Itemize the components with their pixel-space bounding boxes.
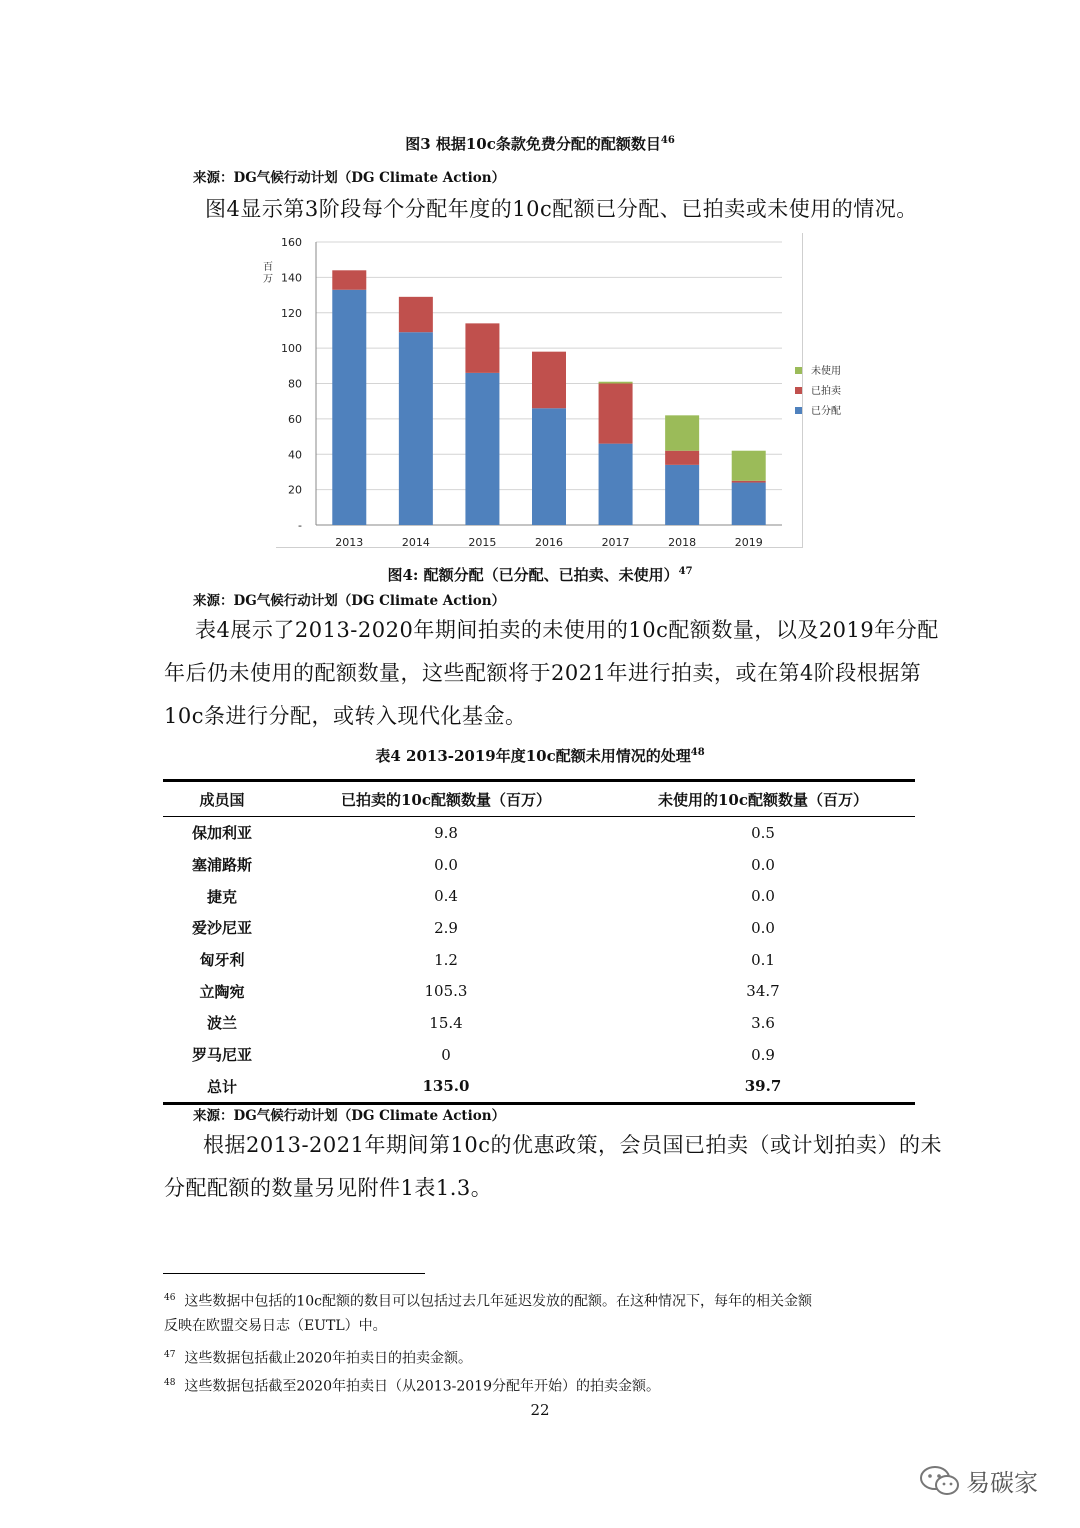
y-tick-label: 100 xyxy=(281,342,302,356)
cell-unused: 0.9 xyxy=(751,1045,775,1064)
bar-segment xyxy=(332,270,366,289)
bar-segment xyxy=(665,465,699,525)
table-header-row xyxy=(163,781,915,817)
source-line-3: 来源：DG气候行动计划（DG Climate Action） xyxy=(193,1108,506,1124)
legend-label: 已分配 xyxy=(811,406,841,417)
cell-total-label: 总计 xyxy=(163,1071,281,1104)
paragraph-3-line-1: 根据2013-2021年期间第10c的优惠政策，会员国已拍卖（或计划拍卖）的未 xyxy=(203,1133,942,1157)
legend-swatch xyxy=(795,387,802,394)
header-unused: 未使用的10c配额数量（百万） xyxy=(611,781,915,817)
cell-country: 塞浦路斯 xyxy=(191,856,252,875)
source-line-1: 来源：DG气候行动计划（DG Climate Action） xyxy=(193,170,506,186)
x-tick-label: 2016 xyxy=(535,536,563,549)
bar-segment xyxy=(532,408,566,525)
bar-segment xyxy=(599,382,633,384)
table-row xyxy=(163,817,915,849)
x-tick-label: 2014 xyxy=(401,536,430,549)
table-row xyxy=(163,912,915,944)
cell-unused: 0.0 xyxy=(751,855,775,874)
table-row xyxy=(163,849,915,881)
cell-country: 立陶宛 xyxy=(199,982,245,1001)
bar-segment xyxy=(665,451,699,465)
source-line-2: 来源：DG气候行动计划（DG Climate Action） xyxy=(193,593,506,609)
cell-auctioned: 1.2 xyxy=(434,950,458,969)
y-tick-label: 40 xyxy=(288,448,302,462)
paragraph-2-line-3: 10c条进行分配，或转入现代化基金。 xyxy=(164,704,527,728)
legend-label: 已拍卖 xyxy=(811,386,841,397)
cell-auctioned: 15.4 xyxy=(429,1013,463,1032)
cell-unused: 0.5 xyxy=(751,823,775,842)
cell-auctioned: 9.8 xyxy=(434,823,458,842)
paragraph-2-line-2: 年后仍未使用的配额数量，这些配额将于2021年进行拍卖，或在第4阶段根据第 xyxy=(164,661,922,685)
x-tick-label: 2017 xyxy=(601,536,630,549)
page-number: 22 xyxy=(530,1401,550,1419)
footnote-47: $^{47}$ 这些数据包括截止2020年拍卖日的拍卖金额。 xyxy=(164,1350,472,1367)
watermark: 易碳家 xyxy=(918,1461,1058,1501)
cell-country: 罗马尼亚 xyxy=(191,1046,252,1065)
y-tick-label: 80 xyxy=(288,377,302,391)
bar-segment xyxy=(599,444,633,525)
cell-auctioned: 0 xyxy=(441,1045,451,1064)
bar-segment xyxy=(399,297,433,332)
footnote-46-cont: 反映在欧盟交易日志（EUTL）中。 xyxy=(164,1318,387,1334)
header-auctioned: 已拍卖的10c配额数量（百万） xyxy=(281,781,611,817)
figure3-caption: 图3 根据10c条款免费分配的配额数目$^{46}$ xyxy=(405,135,675,153)
y-tick-label: 20 xyxy=(288,483,302,497)
y-axis-label: 百 xyxy=(263,262,273,273)
bar-segment xyxy=(465,373,499,525)
paragraph-3-line-2: 分配配额的数量另见附件1表1.3。 xyxy=(164,1176,493,1200)
bar-segment xyxy=(732,481,766,483)
x-tick-label: 2018 xyxy=(668,536,697,549)
table-row xyxy=(163,880,915,912)
y-axis-label: 万 xyxy=(263,274,273,285)
cell-unused: 0.0 xyxy=(751,918,775,937)
cell-total-auctioned: 135.0 xyxy=(281,1071,611,1104)
legend-swatch xyxy=(795,367,802,374)
cell-unused: 0.1 xyxy=(751,950,775,969)
header-country: 成员国 xyxy=(163,781,281,817)
cell-country: 波兰 xyxy=(206,1014,237,1033)
y-tick-label: 120 xyxy=(281,306,302,320)
cell-auctioned: 0.0 xyxy=(434,855,458,874)
footnote-divider xyxy=(163,1273,425,1274)
x-tick-label: 2015 xyxy=(468,536,497,549)
cell-auctioned: 0.4 xyxy=(434,887,458,906)
bar-segment xyxy=(532,352,566,409)
bar-segment xyxy=(599,384,633,444)
data-table xyxy=(163,779,915,1105)
figure4-caption: 图4: 配额分配（已分配、已拍卖、未使用）$^{47}$ xyxy=(387,566,693,584)
table-row xyxy=(163,944,915,976)
table-row xyxy=(163,1039,915,1071)
legend-swatch xyxy=(795,407,802,414)
table-row xyxy=(163,1007,915,1039)
y-tick-label: 160 xyxy=(281,236,302,249)
footnote-46: $^{46}$ 这些数据中包括的10c配额的数目可以包括过去几年延迟发放的配额。在这种情况下，每年的相关金额 xyxy=(164,1293,813,1310)
table-row xyxy=(163,975,915,1007)
bar-segment xyxy=(732,483,766,525)
cell-auctioned: 2.9 xyxy=(434,918,458,937)
cell-country: 匈牙利 xyxy=(199,951,245,970)
cell-unused: 34.7 xyxy=(746,982,780,1001)
footnote-48: $^{48}$ 这些数据包括截至2020年拍卖日（从2013-2019分配年开始）的拍卖金额。 xyxy=(164,1378,660,1395)
table-total-row xyxy=(163,1071,915,1104)
y-tick-label: 60 xyxy=(288,412,302,426)
bar-segment xyxy=(732,451,766,481)
table4-caption: 表4 2013-2019年度10c配额未用情况的处理$^{48}$ xyxy=(375,747,705,765)
cell-unused: 0.0 xyxy=(751,887,775,906)
bar-segment xyxy=(332,290,366,525)
y-tick-label: - xyxy=(298,519,302,532)
stacked-bar-chart xyxy=(250,230,870,560)
cell-country: 保加利亚 xyxy=(191,824,252,843)
y-tick-label: 140 xyxy=(281,271,302,285)
cell-country: 捷克 xyxy=(206,887,237,906)
bar-segment xyxy=(665,415,699,450)
bar-segment xyxy=(465,323,499,373)
x-tick-label: 2019 xyxy=(734,536,763,549)
cell-country: 爱沙尼亚 xyxy=(191,919,252,938)
x-tick-label: 2013 xyxy=(335,536,364,549)
paragraph-2-line-1: 表4展示了2013-2020年期间拍卖的未使用的10c配额数量，以及2019年分配 xyxy=(195,618,939,642)
legend-label: 未使用 xyxy=(811,366,841,377)
cell-unused: 3.6 xyxy=(751,1013,775,1032)
cell-total-unused: 39.7 xyxy=(611,1071,915,1104)
cell-auctioned: 105.3 xyxy=(424,982,468,1001)
bar-segment xyxy=(399,332,433,525)
wechat-icon xyxy=(918,1463,962,1499)
paragraph-1: 图4显示第3阶段每个分配年度的10c配额已分配、已拍卖或未使用的情况。 xyxy=(205,197,918,221)
